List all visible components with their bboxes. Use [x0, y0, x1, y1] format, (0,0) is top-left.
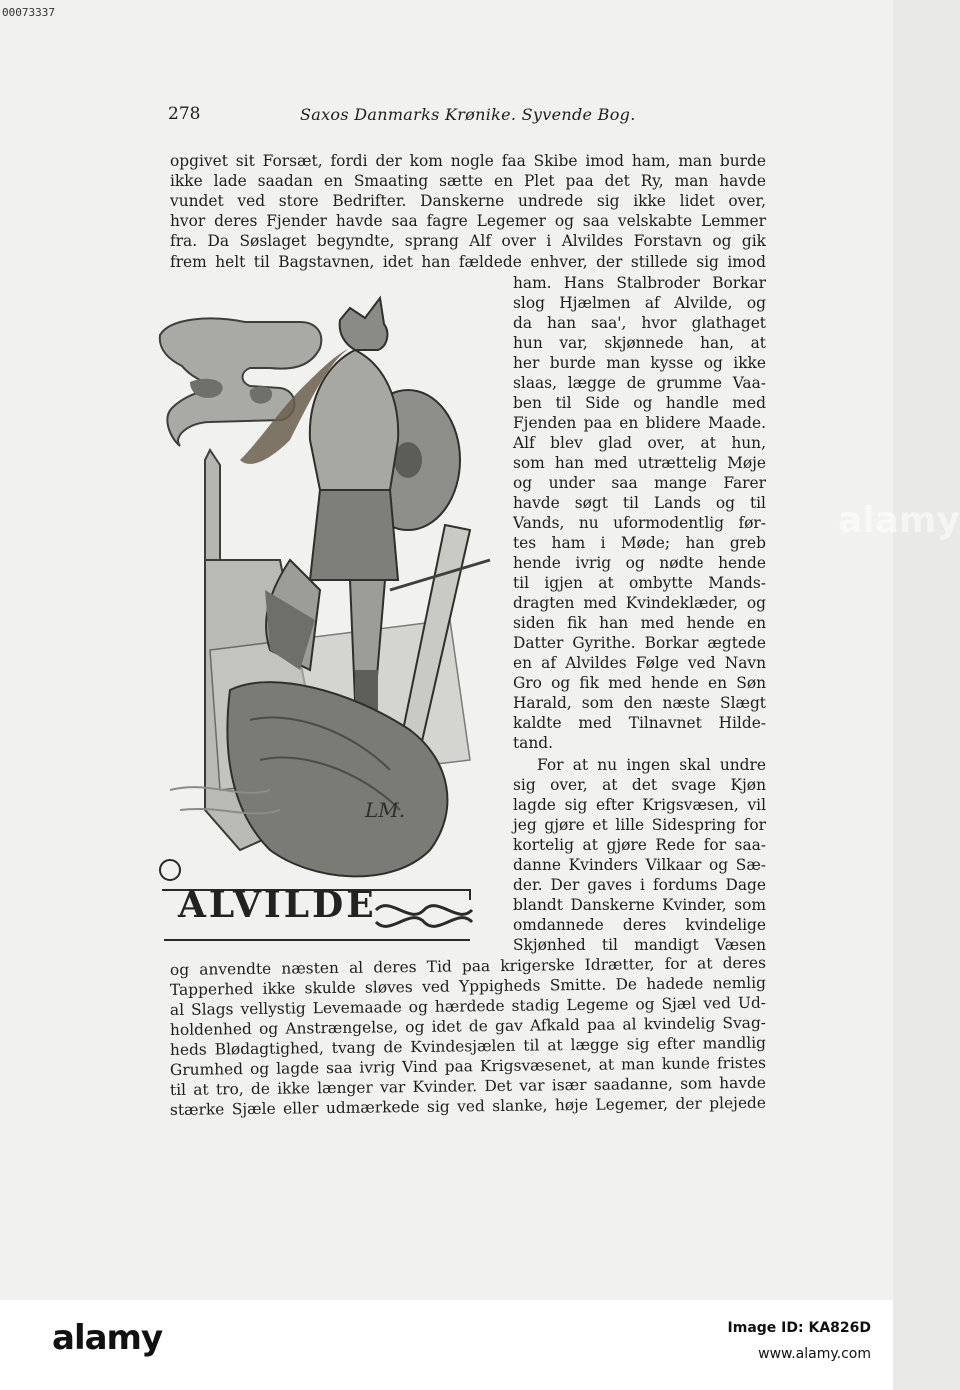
running-title: Saxos Danmarks Krønike. Syvende Bog. [300, 105, 636, 124]
column-line: lagde sig efter Krigsvæsen, vil [513, 796, 766, 814]
column-line: Gro og fik med hende en Søn [513, 674, 766, 692]
column-line: For at nu ingen skal undre [537, 756, 766, 774]
artist-monogram: LM. [365, 798, 406, 822]
column-line: Harald, som den næste Slægt [513, 694, 766, 712]
column-line: til igjen at ombytte Mands- [513, 574, 766, 592]
page-number: 278 [168, 104, 201, 124]
column-line: kaldte med Tilnavnet Hilde- [513, 714, 766, 732]
text-line: og anvendte næsten al deres Tid paa krigerske Idrætter, for at deres [169, 953, 767, 979]
text-line: heds Blødagtighed, tvang de Kvindesjælen til at lægge sig efter mandlig [169, 1033, 767, 1059]
text-line: vundet ved store Bedrifter. Danskerne undrede sig ikke lidet over, [170, 192, 766, 210]
text-line: Tapperhed ikke skulde sløves ved Yppigheds Smitte. De hadede nemlig [169, 973, 767, 999]
column-line: danne Kvinders Vilkaar og Sæ- [513, 856, 766, 874]
stock-url[interactable]: www.alamy.com [758, 1346, 871, 1362]
column-line: dragten med Kvindeklæder, og [513, 594, 766, 612]
column-line: hun var, skjønnede han, at [513, 334, 766, 352]
column-line: slaas, lægge de grumme Vaa- [513, 374, 766, 392]
stock-brand-logo[interactable]: alamy [52, 1318, 163, 1358]
text-line: stærke Sjæle eller udmærkede sig ved slanke, høje Legemer, der plejede [169, 1093, 767, 1119]
column-line: kortelig at gjøre Rede for saa- [513, 836, 766, 854]
text-line: holdenhed og Anstrængelse, og idet de gav Afkald paa al kvindelig Svag- [169, 1013, 767, 1039]
column-line: hende ivrig og nødte hende [513, 554, 766, 572]
column-line: Fjenden paa en blidere Maade. [513, 414, 766, 432]
column-line: Vands, nu uformodentlig før- [513, 514, 766, 532]
column-line: da han saa', hvor glathaget [513, 314, 766, 332]
column-line: siden fik han med hende en [513, 614, 766, 632]
text-line: ikke lade saadan en Smaating sætte en Plet paa det Ry, man havde [170, 172, 766, 190]
column-line: en af Alvildes Følge ved Navn [513, 654, 766, 672]
column-line: Datter Gyrithe. Borkar ægtede [513, 634, 766, 652]
text-line: al Slags vellystig Levemaade og hærdede stadig Legeme og Sjæl ved Ud- [169, 993, 767, 1019]
column-line: ham. Hans Stalbroder Borkar [513, 274, 766, 292]
stock-image-id: Image ID: KA826D [727, 1320, 871, 1336]
column-line: slog Hjælmen af Alvilde, og [513, 294, 766, 312]
column-line: tand. [513, 734, 554, 752]
column-line: blandt Danskerne Kvinder, som [513, 896, 766, 914]
column-line: jeg gjøre et lille Sidespring for [513, 816, 766, 834]
column-line: sig over, at det svage Kjøn [513, 776, 766, 794]
watermark-text: alamy [838, 500, 960, 541]
column-line: der. Der gaves i fordums Dage [513, 876, 766, 894]
column-line: omdannede deres kvindelige [513, 916, 766, 934]
text-line: opgivet sit Forsæt, fordi der kom nogle faa Skibe imod ham, man burde [170, 152, 766, 170]
text-line: Grumhed og lagde saa ivrig Vind paa Krigsvæsenet, at man kunde fristes [169, 1053, 767, 1079]
column-line: Skjønhed til mandigt Væsen [513, 936, 766, 954]
page-header [168, 104, 768, 130]
illustration-caption: ALVILDE [178, 884, 377, 926]
column-line: ben til Side og handle med [513, 394, 766, 412]
column-line: som han med utrættelig Møje [513, 454, 766, 472]
column-line: her burde man kysse og ikke [513, 354, 766, 372]
column-line: og under saa mange Farer [513, 474, 766, 492]
column-line: havde søgt til Lands og til [513, 494, 766, 512]
column-line: tes ham i Møde; han greb [513, 534, 766, 552]
text-line: hvor deres Fjender havde saa fagre Legemer og saa velskabte Lemmer [170, 212, 766, 230]
text-line: til at tro, de ikke længer var Kvinder. Det var især saadanne, som havde [169, 1073, 767, 1099]
text-line: frem helt til Bagstavnen, idet han fældede enhver, der stillede sig imod [170, 253, 766, 271]
image-id-label: 00073337 [2, 6, 55, 19]
column-line: Alf blev glad over, at hun, [513, 434, 766, 452]
text-line: fra. Da Søslaget begyndte, sprang Alf over i Alvildes Forstavn og gik [170, 232, 766, 250]
